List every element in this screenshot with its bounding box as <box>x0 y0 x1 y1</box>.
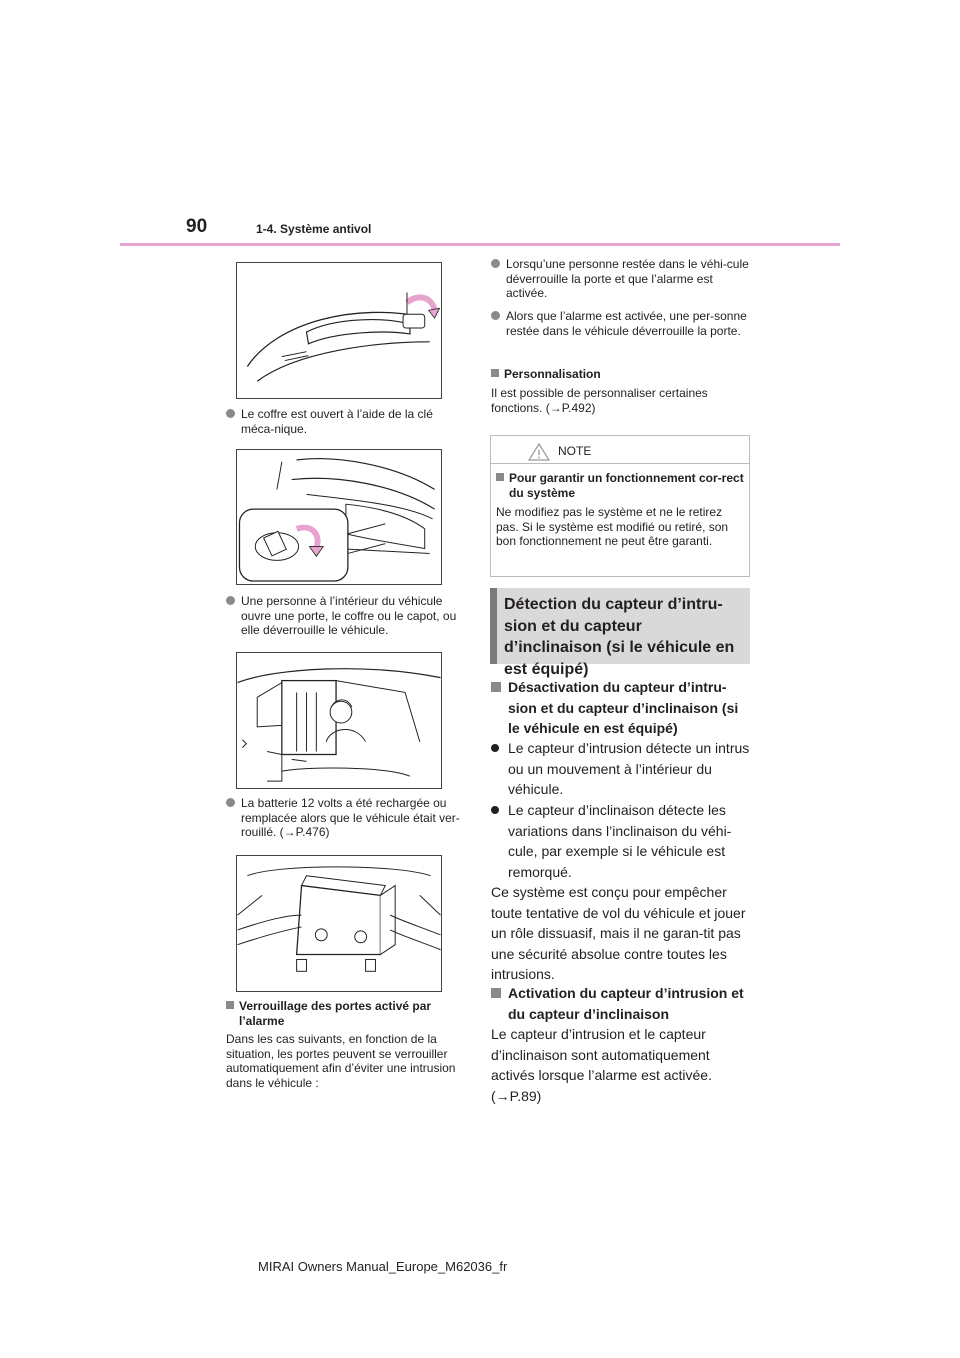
square-bullet-icon <box>491 682 501 692</box>
list-item: Le capteur d’inclinaison détecte les variations dans l’inclinaison du véhi-cule, par exemple si le véhicule est remorqué. <box>491 800 753 882</box>
note-divider <box>491 463 749 464</box>
note-title: NOTE <box>558 444 592 458</box>
square-bullet-icon <box>496 473 504 481</box>
paragraph: Il est possible de personnaliser certaines fonctions. (→P.492) <box>491 386 708 415</box>
square-bullet-icon <box>491 369 499 377</box>
section-title-text: Détection du capteur d’intru-sion et du capteur d’inclinaison (si le véhicule en est équipé) <box>504 596 735 678</box>
trunk-key-illustration <box>236 449 442 585</box>
bullet-icon <box>491 311 500 320</box>
list-item: Le coffre est ouvert à l’aide de la clé méca-nique. <box>226 407 466 436</box>
person-in-car-illustration <box>236 652 442 789</box>
section-title-box <box>490 588 750 678</box>
subsection-heading: Activation du capteur d’intrusion et du capteur d’inclinaison <box>491 983 753 1024</box>
section-bar <box>490 588 497 664</box>
bullet-icon <box>491 259 500 268</box>
list-item: Le capteur d’intrusion détecte un intrus ou un mouvement à l’intérieur du véhicule. <box>491 738 753 800</box>
square-bullet-icon <box>491 988 501 998</box>
list-item: Alors que l’alarme est activée, une per-sonne restée dans le véhicule déverrouille la porte. <box>491 309 753 338</box>
note-text: Ne modifiez pas le système et ne le retirez pas. Si le système est modifié ou retiré, son bon fonctionnement ne peut être garanti. <box>496 505 729 548</box>
bullet-icon <box>491 806 499 814</box>
battery-replacement-illustration <box>236 855 442 992</box>
paragraph: Le capteur d’intrusion et le capteur d’inclinaison sont automatiquement activés lorsque l’alarme est activée. (→P.89) <box>491 1026 712 1104</box>
paragraph: Dans les cas suivants, en fonction de la situation, les portes peuvent se verrouiller automatiquement afin d’éviter une intrusion dans le véhicule : <box>226 1032 456 1090</box>
square-bullet-icon <box>226 1001 234 1009</box>
door-handle-key-illustration <box>236 262 442 399</box>
list-item: La batterie 12 volts a été rechargée ou remplacée alors que le véhicule était ver-rouillé. (→P.476) <box>226 796 466 840</box>
bullet-icon <box>226 596 235 605</box>
paragraph: Ce système est conçu pour empêcher toute tentative de vol du véhicule et jouer un rôle dissuasif, mais il ne garan-tit pas une sécurité absolue contre toutes les intrusions. <box>491 884 746 982</box>
section-title: 1-4. Système antivol <box>256 222 372 236</box>
header-divider <box>120 243 840 246</box>
section-heading: Verrouillage des portes activé par l’alarme <box>226 999 466 1028</box>
bullet-icon <box>491 744 499 752</box>
list-item: Lorsqu’une personne restée dans le véhi-cule déverrouille la porte et que l’alarme est activée. <box>491 257 753 301</box>
subsection-heading: Désactivation du capteur d’intru-sion et du capteur d’inclinaison (si le véhicule en est équipé) <box>491 677 753 739</box>
section-heading: Personnalisation <box>491 367 753 382</box>
list-item: Une personne à l’intérieur du véhicule ouvre une porte, le coffre ou le capot, ou elle déverrouille le véhicule. <box>226 594 466 638</box>
note-heading: Pour garantir un fonctionnement cor-rect du système <box>496 471 744 500</box>
bullet-icon <box>226 409 235 418</box>
page-number: 90 <box>186 216 208 237</box>
footer-text: MIRAI Owners Manual_Europe_M62036_fr <box>258 1259 508 1274</box>
bullet-icon <box>226 798 235 807</box>
warning-icon <box>528 442 550 462</box>
